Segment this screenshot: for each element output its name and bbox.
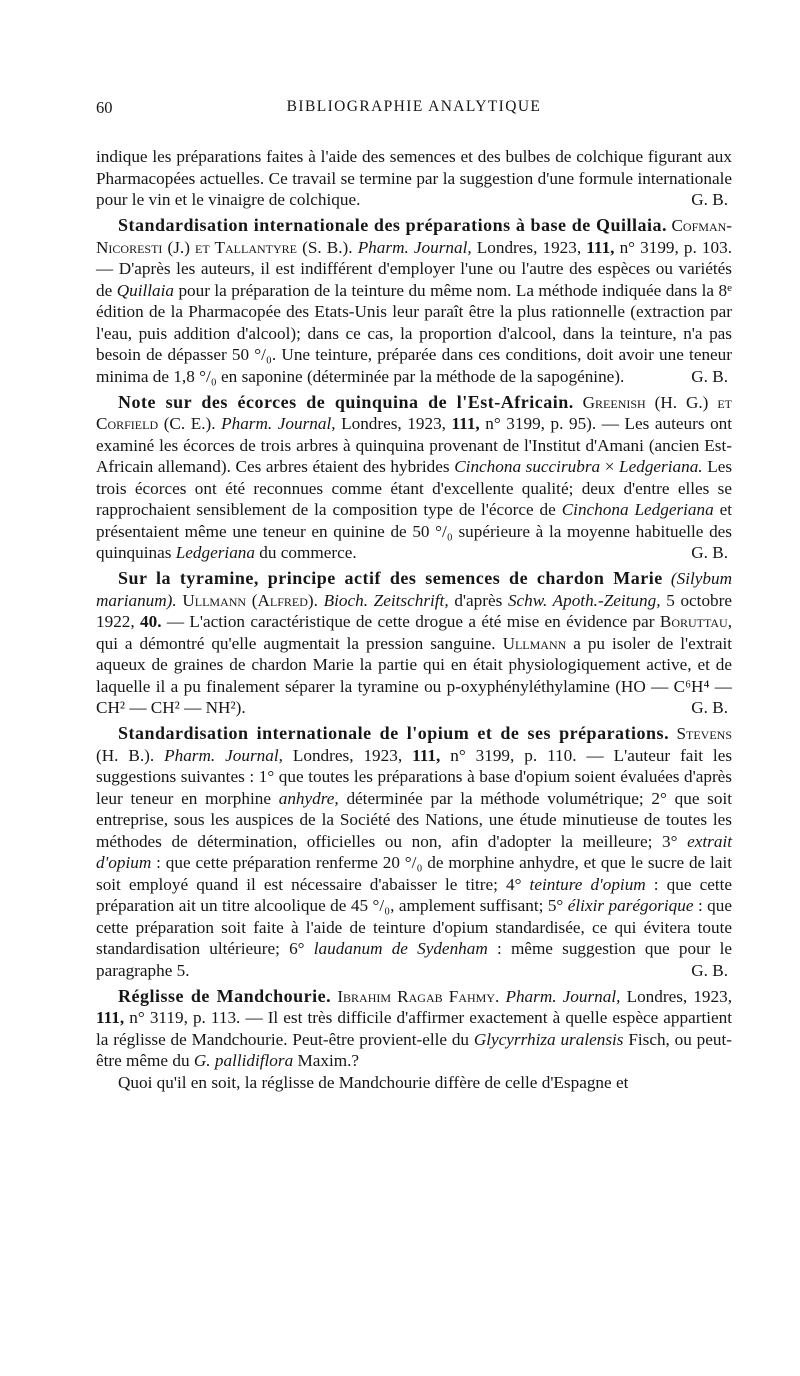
entry-title: Note sur des écorces de quinquina de l'Est-Africain.	[118, 391, 574, 412]
entry-authors: Ibrahim Ragab Fahmy.	[337, 986, 500, 1006]
entry-text: pour la préparation de la teinture du même nom. La méthode indiquée dans la 8	[178, 280, 728, 300]
entry-title: Réglisse de Mandchourie.	[118, 985, 332, 1006]
entry-journal: Pharm. Journal,	[164, 745, 283, 765]
entry-text: d'après	[454, 590, 503, 610]
entry-text: édition de la Pharmacopée des Etats-Unis leur paraît être la plus rationnelle (extraction par l'eau, puis addition d'alcool); dans ce cas, la proportion d'alcool, dans la teinture, n'a pas besoin de dépasser 50 °/₀. Une teinture, préparée dans ces conditions, doit avoir une teneur minima de 1,8 °/₀ en saponine (déterminée par la méthode de la sapogénine).	[96, 302, 732, 386]
entry-title: Standardisation internationale des préparations à base de Quillaia.	[118, 215, 667, 235]
entry-journal: Bioch. Zeitschrift,	[323, 590, 449, 610]
entry-continuation	[96, 146, 732, 211]
entry-person: Ullmann	[502, 633, 567, 653]
entry-person: Boruttau,	[659, 612, 733, 631]
entry-cross-symbol: ×	[604, 457, 615, 476]
entry-reglisse	[96, 986, 732, 1072]
entry-text: : même suggestion que pour le paragraphe 5.	[96, 939, 732, 980]
entry-text: : que cette préparation ait un titre alcoolique de 45 °/₀, amplement suffisant; 5°	[96, 874, 733, 915]
entry-term: anhydre,	[278, 788, 339, 808]
entry-reglisse-continuation	[96, 1072, 732, 1094]
entry-text: Maxim.?	[297, 1051, 360, 1070]
entry-citation: Londres, 1923,	[341, 414, 446, 433]
entry-genus: Quillaia	[116, 280, 174, 300]
entry-citation: Londres, 1923,	[476, 237, 582, 257]
entry-term: laudanum de Sydenham	[313, 939, 488, 958]
entry-species: G. pallidiflora	[193, 1051, 294, 1070]
entry-signature: G. B.	[691, 190, 728, 209]
entry-journal: Pharm. Journal,	[221, 414, 336, 433]
entry-text: n° 3119, p. 113. — Il est très difficile d'affirmer exactement à quelle espèce appartient la réglisse de Mandchourie. Peut-être provient-elle du	[96, 1008, 733, 1049]
entry-authors: Stevens (H. B.).	[96, 724, 733, 765]
entry-text: n° 3199, p. 103. — D'après les auteurs, il est indifférent d'employer l'une ou l'autre des espèces ou variétés de	[96, 237, 733, 300]
entry-formula: (HO — C⁶H⁴ — CH² — CH² — NH²).	[96, 676, 732, 717]
entry-authors: Cofman-Nicoresti (J.) et Tallantyre (S. B.).	[96, 216, 732, 257]
entry-volume: 111,	[451, 414, 480, 433]
entry-citation: Londres, 1923,	[626, 986, 733, 1006]
entry-superscript: e	[727, 281, 732, 294]
entry-text: qui a démontré qu'elle augmentait la pression sanguine.	[96, 633, 496, 653]
entry-text: : que cette préparation soit faite à l'aide de teinture d'opium standardisée, ce qui évitera toute standardisation ultérieure; 6°	[96, 896, 733, 958]
entry-authors: Greenish (H. G.) et Corfield (C. E.).	[96, 392, 732, 433]
entry-title: Standardisation internationale de l'opium et de ses préparations.	[118, 723, 670, 743]
entry-species: (Silybum marianum).	[96, 569, 733, 610]
entry-text: n° 3199, p. 95). — Les auteurs ont examiné les écorces de trois arbres à quinquina provenant de l'Institut d'Amani (ancien Est-Africain allemand). Ces arbres étaient des hybrides	[96, 414, 733, 476]
page-number: 60	[96, 98, 113, 117]
entry-journal: Schw. Apoth.-Zeitung,	[507, 590, 661, 610]
entry-term: élixir parégorique	[567, 896, 694, 915]
entry-text: : que cette préparation renferme 20 °/₀ de morphine anhydre, et que le sucre de lait soit employé quand il est nécessaire d'abaisser le titre; 4°	[96, 853, 733, 894]
entry-text: indique les préparations faites à l'aide des semences et des bulbes de colchique figurant aux Pharmacopées actuelles. Ce travail se termine par la suggestion d'une formule internationale pour le vin et le vinaigre de colchique.	[96, 147, 732, 209]
entry-journal: Pharm. Journal,	[505, 986, 621, 1006]
entry-citation: Londres, 1923,	[292, 745, 403, 765]
entry-text: — L'action caractéristique de cette drogue a été mise en évidence par	[166, 612, 655, 631]
entry-quillaia	[96, 215, 732, 387]
entry-text: Fisch, ou peut-être même du	[96, 1029, 732, 1070]
entry-text: a pu isoler de l'extrait aqueux de graines de chardon Marie la partie qui en était physiologiquement active, et de laquelle il a pu finalement séparer la tyramine ou p-oxyphényléthylamine	[96, 633, 733, 696]
entry-citation: 5 octobre 1922,	[96, 590, 732, 631]
running-title: BIBLIOGRAPHIE ANALYTIQUE	[286, 98, 542, 115]
entry-signature: G. B.	[691, 960, 728, 980]
entry-text: Quoi qu'il en soit, la réglisse de Mandchourie diffère de celle d'Espagne et	[118, 1072, 629, 1092]
entry-title: Sur la tyramine, principe actif des semences de chardon Marie	[118, 568, 663, 588]
entry-volume: 111,	[412, 745, 441, 765]
entry-text: et présentaient même une teneur en quinine de 50 °/₀ supérieure à la moyenne habituelle des quinquinas	[96, 500, 733, 562]
entry-volume: 40.	[140, 612, 162, 631]
entry-volume: 111,	[96, 1008, 125, 1027]
entry-text: du commerce.	[259, 543, 357, 562]
entry-text: Les trois écorces ont été reconnues comme étant d'excellente qualité; deux d'entre elles se rapprochaient sensiblement de la composition type de l'écorce de	[96, 457, 733, 519]
entry-signature: G. B.	[691, 698, 728, 717]
entry-species: Cinchona Ledgeriana	[561, 500, 714, 519]
entry-tyramine	[96, 568, 732, 719]
bibliography-body	[96, 146, 732, 1093]
running-header	[96, 98, 732, 120]
entry-authors: Ullmann (Alfred).	[182, 590, 318, 610]
entry-volume: 111,	[586, 237, 615, 257]
entry-signature: G. B.	[691, 543, 728, 562]
entry-opium	[96, 723, 732, 981]
entry-term: extrait d'opium	[96, 831, 733, 872]
entry-text: déterminée par la méthode volumétrique; 2° que soit entreprise, sous les auspices de la Société des Nations, une étude minutieuse de toutes les méthodes de détermination, officielles ou non, afin d'adopter la meilleure; 3°	[96, 788, 733, 851]
entry-species: Ledgeriana.	[619, 457, 703, 476]
entry-term: teinture d'opium	[529, 874, 646, 894]
entry-species: Cinchona succirubra	[454, 457, 601, 476]
entry-species: Ledgeriana	[175, 543, 255, 562]
entry-signature: G. B.	[691, 366, 728, 386]
entry-journal: Pharm. Journal,	[357, 237, 472, 257]
entry-species: Glycyrrhiza uralensis	[473, 1029, 624, 1049]
entry-quinquina	[96, 392, 732, 564]
entry-text: n° 3199, p. 110. — L'auteur fait les suggestions suivantes : 1° que toutes les préparations à base d'opium soient évaluées d'après leur teneur en morphine	[96, 745, 733, 808]
